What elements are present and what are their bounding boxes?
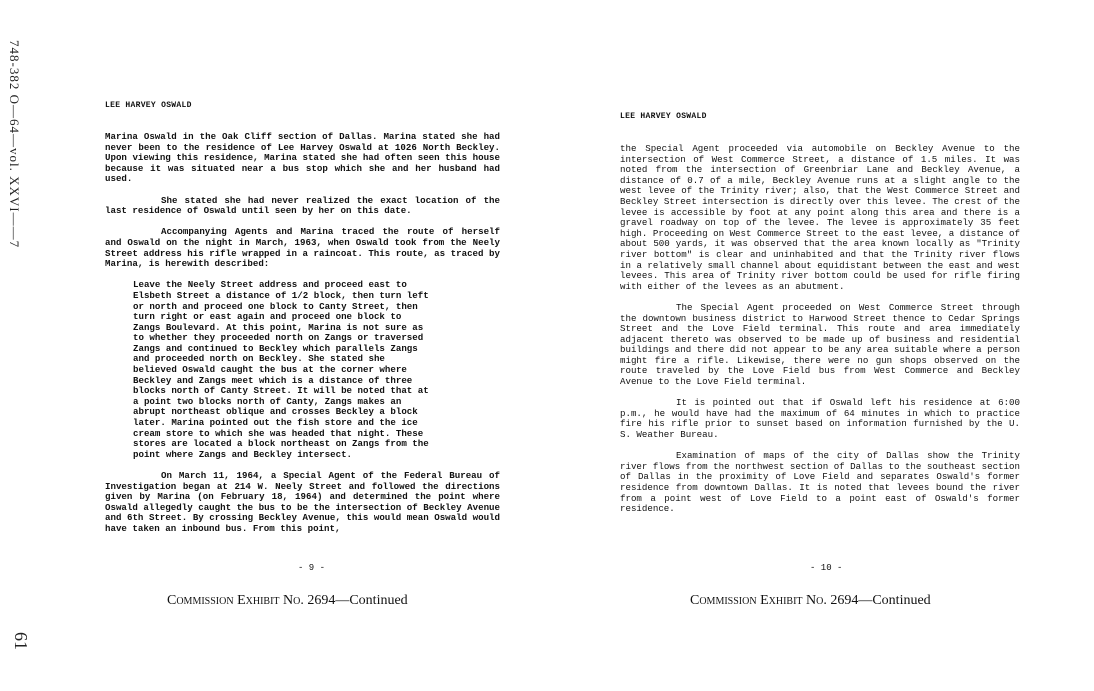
- left-page-header: LEE HARVEY OSWALD: [105, 101, 192, 110]
- left-paragraph-route: Leave the Neely Street address and proceed east to Elsbeth Street a distance of 1/2 block, then turn left or north and proceed one block to Canty Street, then turn right or east again and proceed one block to Zangs Boulevard. At this point, Marina is not sure as to whether they proceeded north on Zangs or traversed Zangs and continued to Beckley which parallels Zangs and proceeded north on Beckley. She stated she believed Oswald caught the bus at the corner where Beckley and Zangs meet which is a distance of three blocks north of Canty Street. It will be noted that at a point two blocks north of Canty, Zangs makes an abrupt northeast oblique and crosses Beckley a block later. Marina pointed out the fish store and the ice cream store to which she was headed that night. These stores are located a block northeast on Zangs from the point where Zangs and Beckley intersect.: [133, 279, 429, 460]
- margin-page-number: 61: [11, 632, 31, 650]
- left-caption: [167, 593, 408, 609]
- left-page-body: [105, 132, 500, 545]
- right-paragraph-2: The Special Agent proceeded on West Commerce Street through the downtown business district to Harwood Street thence to Cedar Springs Street and the Love Field terminal. This route and area immediately adjacent thereto was observed to be made up of business and residential buildings and there did not appear to be any area suitable where a person might fire a rifle. Likewise, there were no gun shops observed on the route traveled by the Love Field bus from West Commerce and Beckley Avenue to the Love Field terminal.: [620, 301, 1020, 388]
- right-caption-suffix: 2694—Continued: [830, 593, 931, 608]
- left-page-number: - 9 -: [298, 563, 326, 573]
- right-caption-prefix: Commission Exhibit No.: [690, 593, 827, 608]
- right-page-number: - 10 -: [810, 563, 843, 573]
- left-paragraph-5: On March 11, 1964, a Special Agent of the Federal Bureau of Investigation began at 214 W. Neely Street and followed the directions given by Marina (on February 18, 1964) and determined the point where Oswald allegedly caught the bus to be the intersection of Beckley Avenue and 6th Street. By crossing Beckley Avenue, this would mean Oswald would have taken an inbound bus. From this point,: [105, 470, 500, 534]
- left-paragraph-2: She stated she had never realized the exact location of the last residence of Oswald until seen by her on this date.: [105, 194, 500, 217]
- left-caption-prefix: Commission Exhibit No.: [167, 593, 304, 608]
- left-caption-suffix: 2694—Continued: [307, 593, 408, 608]
- right-page-header: LEE HARVEY OSWALD: [620, 112, 707, 121]
- right-paragraph-1: the Special Agent proceeded via automobile on Beckley Avenue to the intersection of West Commerce Street, a distance of 1.5 miles. It was noted from the intersection of Greenbriar Lane and Beckley Avenue, a distance of 0.7 of a mile, Beckley Avenue runs at a slight angle to the west levee of the Trinity river; also, that the West Commerce Street and Beckley Street intersection is directly over this levee. The crest of the levee is accessible by foot at any point along this area and there is a gravel roadway on top of the levee. The levee is approximately 35 feet high. Proceeding on West Commerce Street to the east levee, a distance of about 500 yards, it was observed that the area known locally as "Trinity river bottom" is clear and uninhabited and that the Trinity river flows in a relatively small channel about equidistant between the east and west levees. This area of Trinity river bottom could be used for rifle firing with either of the levees as an abutment.: [620, 143, 1020, 292]
- right-paragraph-4: Examination of maps of the city of Dallas show the Trinity river flows from the northwest section of Dallas to the southeast section of Dallas in the proximity of Love Field and separates Oswald's former residence from downtown Dallas. It is noted that levees bound the river from a point west of Love Field to a point east of Oswald's former residence.: [620, 450, 1020, 515]
- margin-volume-note: 748-382 O—64—vol. XXVI——7: [7, 40, 22, 249]
- left-paragraph-3: Accompanying Agents and Marina traced the route of herself and Oswald on the night in March, 1963, when Oswald took from the Neely Street address his rifle wrapped in a raincoat. This route, as traced by Marina, is herewith described:: [105, 226, 500, 270]
- right-paragraph-3: It is pointed out that if Oswald left his residence at 6:00 p.m., he would have had the maximum of 64 minutes in which to practice fire his rifle prior to sunset based on information furnished by the U. S. Weather Bureau.: [620, 397, 1020, 441]
- right-page-body: [620, 144, 1020, 525]
- right-caption: [690, 593, 931, 609]
- left-paragraph-1: Marina Oswald in the Oak Cliff section of Dallas. Marina stated she had never been to the residence of Lee Harvey Oswald at 1026 North Beckley. Upon viewing this residence, Marina stated she had often seen this house because it was situated near a bus stop which she and her husband had used.: [105, 131, 500, 185]
